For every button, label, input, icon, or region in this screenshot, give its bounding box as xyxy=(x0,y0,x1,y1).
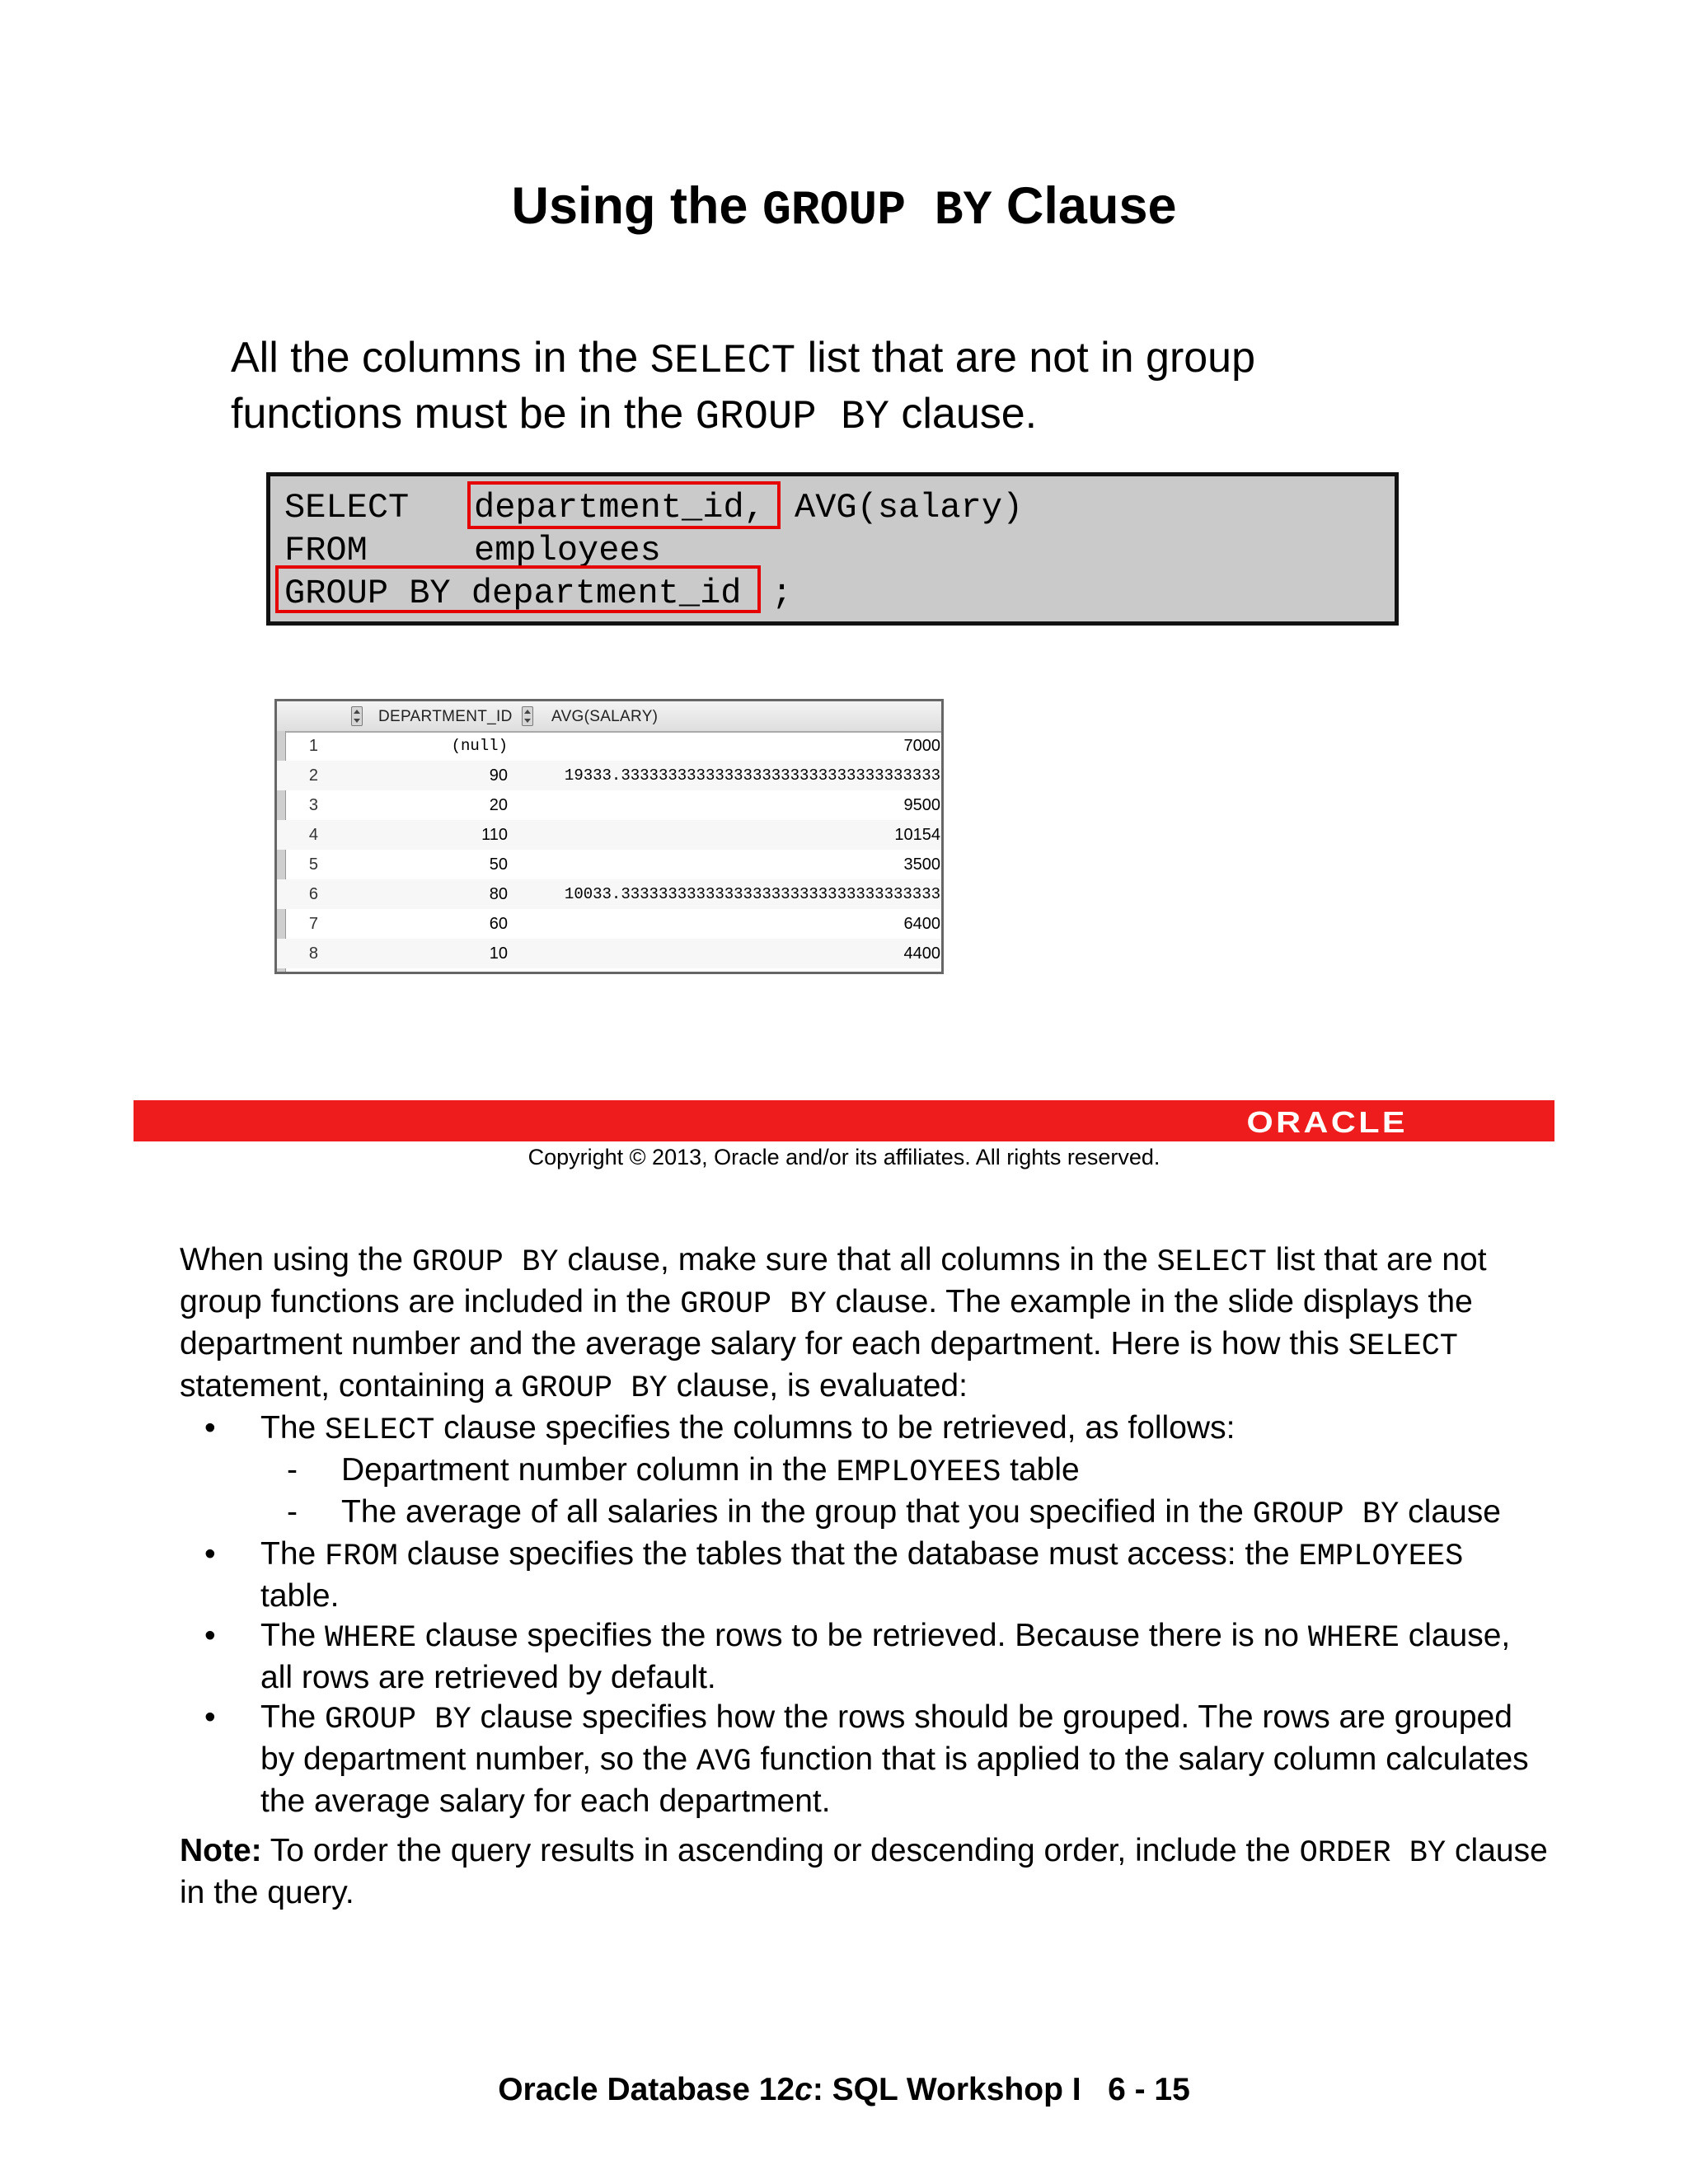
sort-icon[interactable] xyxy=(351,706,363,726)
table-row[interactable] xyxy=(277,731,941,761)
cell-department-id: 80 xyxy=(489,885,508,903)
sub-bullet-average-salaries: - The average of all salaries in the group that you specified in the GROUP BY clause xyxy=(287,1494,1501,1532)
table-row[interactable] xyxy=(277,850,941,879)
code-semicolon: ; xyxy=(771,574,793,613)
table-row[interactable] xyxy=(277,820,941,850)
bullet-mark: • xyxy=(204,1699,216,1735)
bullet-mark: • xyxy=(204,1410,216,1446)
sort-icon[interactable] xyxy=(522,706,533,726)
page-footer: Oracle Database 12c: SQL Workshop I 6 - 15 xyxy=(498,2072,1190,2107)
table-row[interactable] xyxy=(277,761,941,790)
highlight-group-by xyxy=(275,565,761,613)
cell-avg-salary: 7000 xyxy=(903,737,940,755)
row-number: 4 xyxy=(308,826,318,844)
sql-code-box xyxy=(266,472,1399,626)
row-number: 8 xyxy=(308,944,318,963)
dash-mark: - xyxy=(287,1452,298,1488)
cell-avg-salary: 4400 xyxy=(903,944,940,963)
cell-department-id: 90 xyxy=(489,766,508,785)
notes-intro-paragraph: When using the GROUP BY clause, make sure that all columns in the SELECT list that are not group functions are included in the GROUP BY clause. The example in the slide displays the department number and the average salary for each department. Here is how this SELECT statement, containing a GROUP BY clause, is evaluated: xyxy=(180,1242,1487,1406)
grid-header xyxy=(277,701,941,733)
table-row[interactable] xyxy=(277,909,941,939)
table-row[interactable] xyxy=(277,790,941,820)
column-header-avg-salary[interactable]: AVG(SALARY) xyxy=(551,708,659,725)
slide-title: Using the GROUP BY Clause xyxy=(511,177,1177,238)
cell-avg-salary: 6400 xyxy=(903,915,940,933)
cell-avg-salary: 10154 xyxy=(894,826,940,844)
note-label: Note: xyxy=(180,1833,262,1868)
row-number: 1 xyxy=(308,737,318,755)
oracle-footer-band xyxy=(134,1100,1554,1141)
row-number: 2 xyxy=(308,766,318,785)
highlight-select-column xyxy=(467,481,781,529)
cell-avg-salary: 3500 xyxy=(903,855,940,874)
table-row[interactable] xyxy=(277,939,941,968)
dash-mark: - xyxy=(287,1494,298,1530)
code-group-by: GROUP BY department_id xyxy=(284,574,742,613)
intro-text: All the columns in the SELECT list that are not in group functions must be in the GROUP BY clause. xyxy=(231,334,1256,440)
bullet-mark: • xyxy=(204,1618,216,1653)
cell-department-id: 60 xyxy=(489,915,508,933)
code-keyword-select: SELECT xyxy=(284,488,410,527)
row-number: 3 xyxy=(308,796,318,814)
bullet-where-clause: • The WHERE clause specifies the rows to be retrieved. Because there is no WHERE clause, all rows are retrieved by default. xyxy=(204,1618,1511,1695)
row-number: 5 xyxy=(308,855,318,874)
row-number: 6 xyxy=(308,885,318,903)
cell-department-id: 10 xyxy=(489,944,508,963)
cell-avg-salary: 19333.3333333333333333333333333333333333 xyxy=(564,766,940,785)
row-number: 7 xyxy=(308,915,318,933)
code-keyword-from: FROM xyxy=(284,531,368,570)
sub-bullet-department-column: - Department number column in the EMPLOYEES table xyxy=(287,1452,1080,1490)
cell-department-id: 20 xyxy=(489,796,508,814)
copyright-text: Copyright © 2013, Oracle and/or its affiliates. All rights reserved. xyxy=(528,1145,1160,1169)
cell-department-id: (null) xyxy=(451,737,508,755)
code-from-table: employees xyxy=(474,531,661,570)
oracle-logo: ORACLE xyxy=(1246,1105,1408,1139)
table-row[interactable] xyxy=(277,879,941,909)
cell-department-id: 110 xyxy=(481,826,508,844)
notes-section xyxy=(180,1240,1548,1913)
bullet-mark: • xyxy=(204,1536,216,1572)
note-paragraph: Note: To order the query results in ascending or descending order, include the ORDER BY clause in the query. xyxy=(180,1833,1548,1910)
bullet-select-clause: • The SELECT clause specifies the columns to be retrieved, as follows: xyxy=(204,1410,1236,1448)
bullet-from-clause: • The FROM clause specifies the tables that the database must access: the EMPLOYEES table. xyxy=(204,1536,1464,1614)
cell-avg-salary: 9500 xyxy=(903,796,940,814)
code-select-column: department_id, xyxy=(474,488,765,527)
cell-avg-salary: 10033.3333333333333333333333333333333333 xyxy=(564,885,940,903)
bullet-group-by-clause: • The GROUP BY clause specifies how the rows should be grouped. The rows are grouped by department number, so the AVG function that is applied to the salary column calculates the average salary for each department. xyxy=(204,1699,1529,1819)
column-header-department-id[interactable]: DEPARTMENT_ID xyxy=(378,708,513,725)
code-select-aggregate: AVG(salary) xyxy=(795,488,1024,527)
cell-department-id: 50 xyxy=(489,855,508,874)
query-result-grid xyxy=(274,699,944,974)
